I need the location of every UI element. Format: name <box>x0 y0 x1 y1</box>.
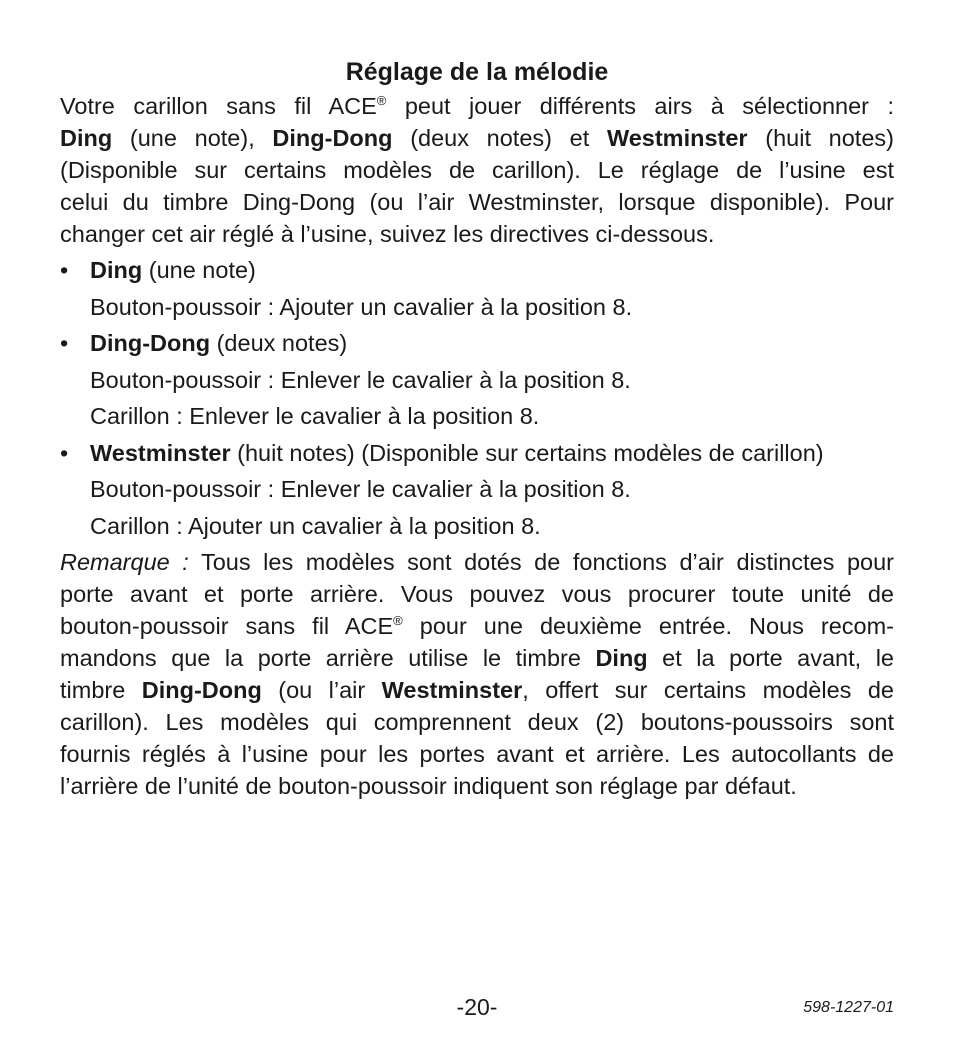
note-line: porte avant et porte arrière. Vous pouvez vous procurer toute unité de <box>60 581 894 607</box>
note-line: l’arrière de l’unité de bouton-poussoir indiquent son réglage par défaut. <box>60 773 797 799</box>
tone-westminster: Westminster <box>606 125 748 151</box>
option-heading: Westminster (huit notes) (Disponible sur certains modèles de carillon) <box>90 439 824 466</box>
option-instruction: Carillon : Enlever le cavalier à la position 8. <box>90 403 540 429</box>
bullet: • <box>60 257 69 283</box>
note-line: fournis réglés à l’usine pour les portes avant et arrière. Les autocollants de <box>60 741 894 767</box>
tone-ding: Ding <box>60 125 113 151</box>
note-label: Remarque : <box>60 549 189 575</box>
option-instruction: Carillon : Ajouter un cavalier à la position 8. <box>90 512 541 539</box>
bullet: • <box>60 330 69 356</box>
option-westminster <box>60 437 894 542</box>
option-ding-dong <box>60 327 894 432</box>
document-code: 598-1227-01 <box>803 999 894 1016</box>
intro-line: celui du timbre Ding-Dong (ou l’air Westminster, lorsque disponible). Pour <box>60 189 894 215</box>
option-instruction: Bouton-poussoir : Ajouter un cavalier à la position 8. <box>90 293 633 320</box>
intro-line: Ding (une note), Ding-Dong (deux notes) et Westminster (huit notes) <box>60 125 894 151</box>
note-line: timbre Ding-Dong (ou l’air Westminster, offert sur certains modèles de <box>60 677 894 703</box>
registered-mark: ® <box>376 93 387 109</box>
melody-options-list <box>60 254 894 542</box>
page-number: -20- <box>456 994 498 1020</box>
option-heading: Ding-Dong (deux notes) <box>90 330 348 356</box>
document-body <box>60 54 894 802</box>
section-title: Réglage de la mélodie <box>345 58 609 86</box>
option-instruction: Bouton-poussoir : Enlever le cavalier à la position 8. <box>90 476 631 502</box>
note-line: bouton-poussoir sans fil ACE® pour une deuxième entrée. Nous recom- <box>60 613 895 639</box>
option-instruction: Bouton-poussoir : Enlever le cavalier à la position 8. <box>90 366 631 393</box>
registered-mark: ® <box>393 613 403 629</box>
tone-ding-dong: Ding-Dong <box>272 125 393 151</box>
option-ding <box>60 254 894 323</box>
note-line: Remarque : Tous les modèles sont dotés de fonctions d’air distinctes pour <box>60 549 894 575</box>
option-heading: Ding (une note) <box>90 257 256 283</box>
intro-paragraph <box>60 90 894 250</box>
note-line: mandons que la porte arrière utilise le timbre Ding et la porte avant, le <box>60 645 894 671</box>
intro-line: changer cet air réglé à l’usine, suivez les directives ci-dessous. <box>60 221 715 247</box>
note-paragraph <box>60 546 894 802</box>
intro-line: (Disponible sur certains modèles de carillon). Le réglage de l’usine est <box>60 157 894 183</box>
intro-line: Votre carillon sans fil ACE® peut jouer différents airs à sélectionner : <box>60 93 894 119</box>
note-line: carillon). Les modèles qui comprennent deux (2) boutons-poussoirs sont <box>60 709 894 735</box>
bullet: • <box>60 439 69 466</box>
